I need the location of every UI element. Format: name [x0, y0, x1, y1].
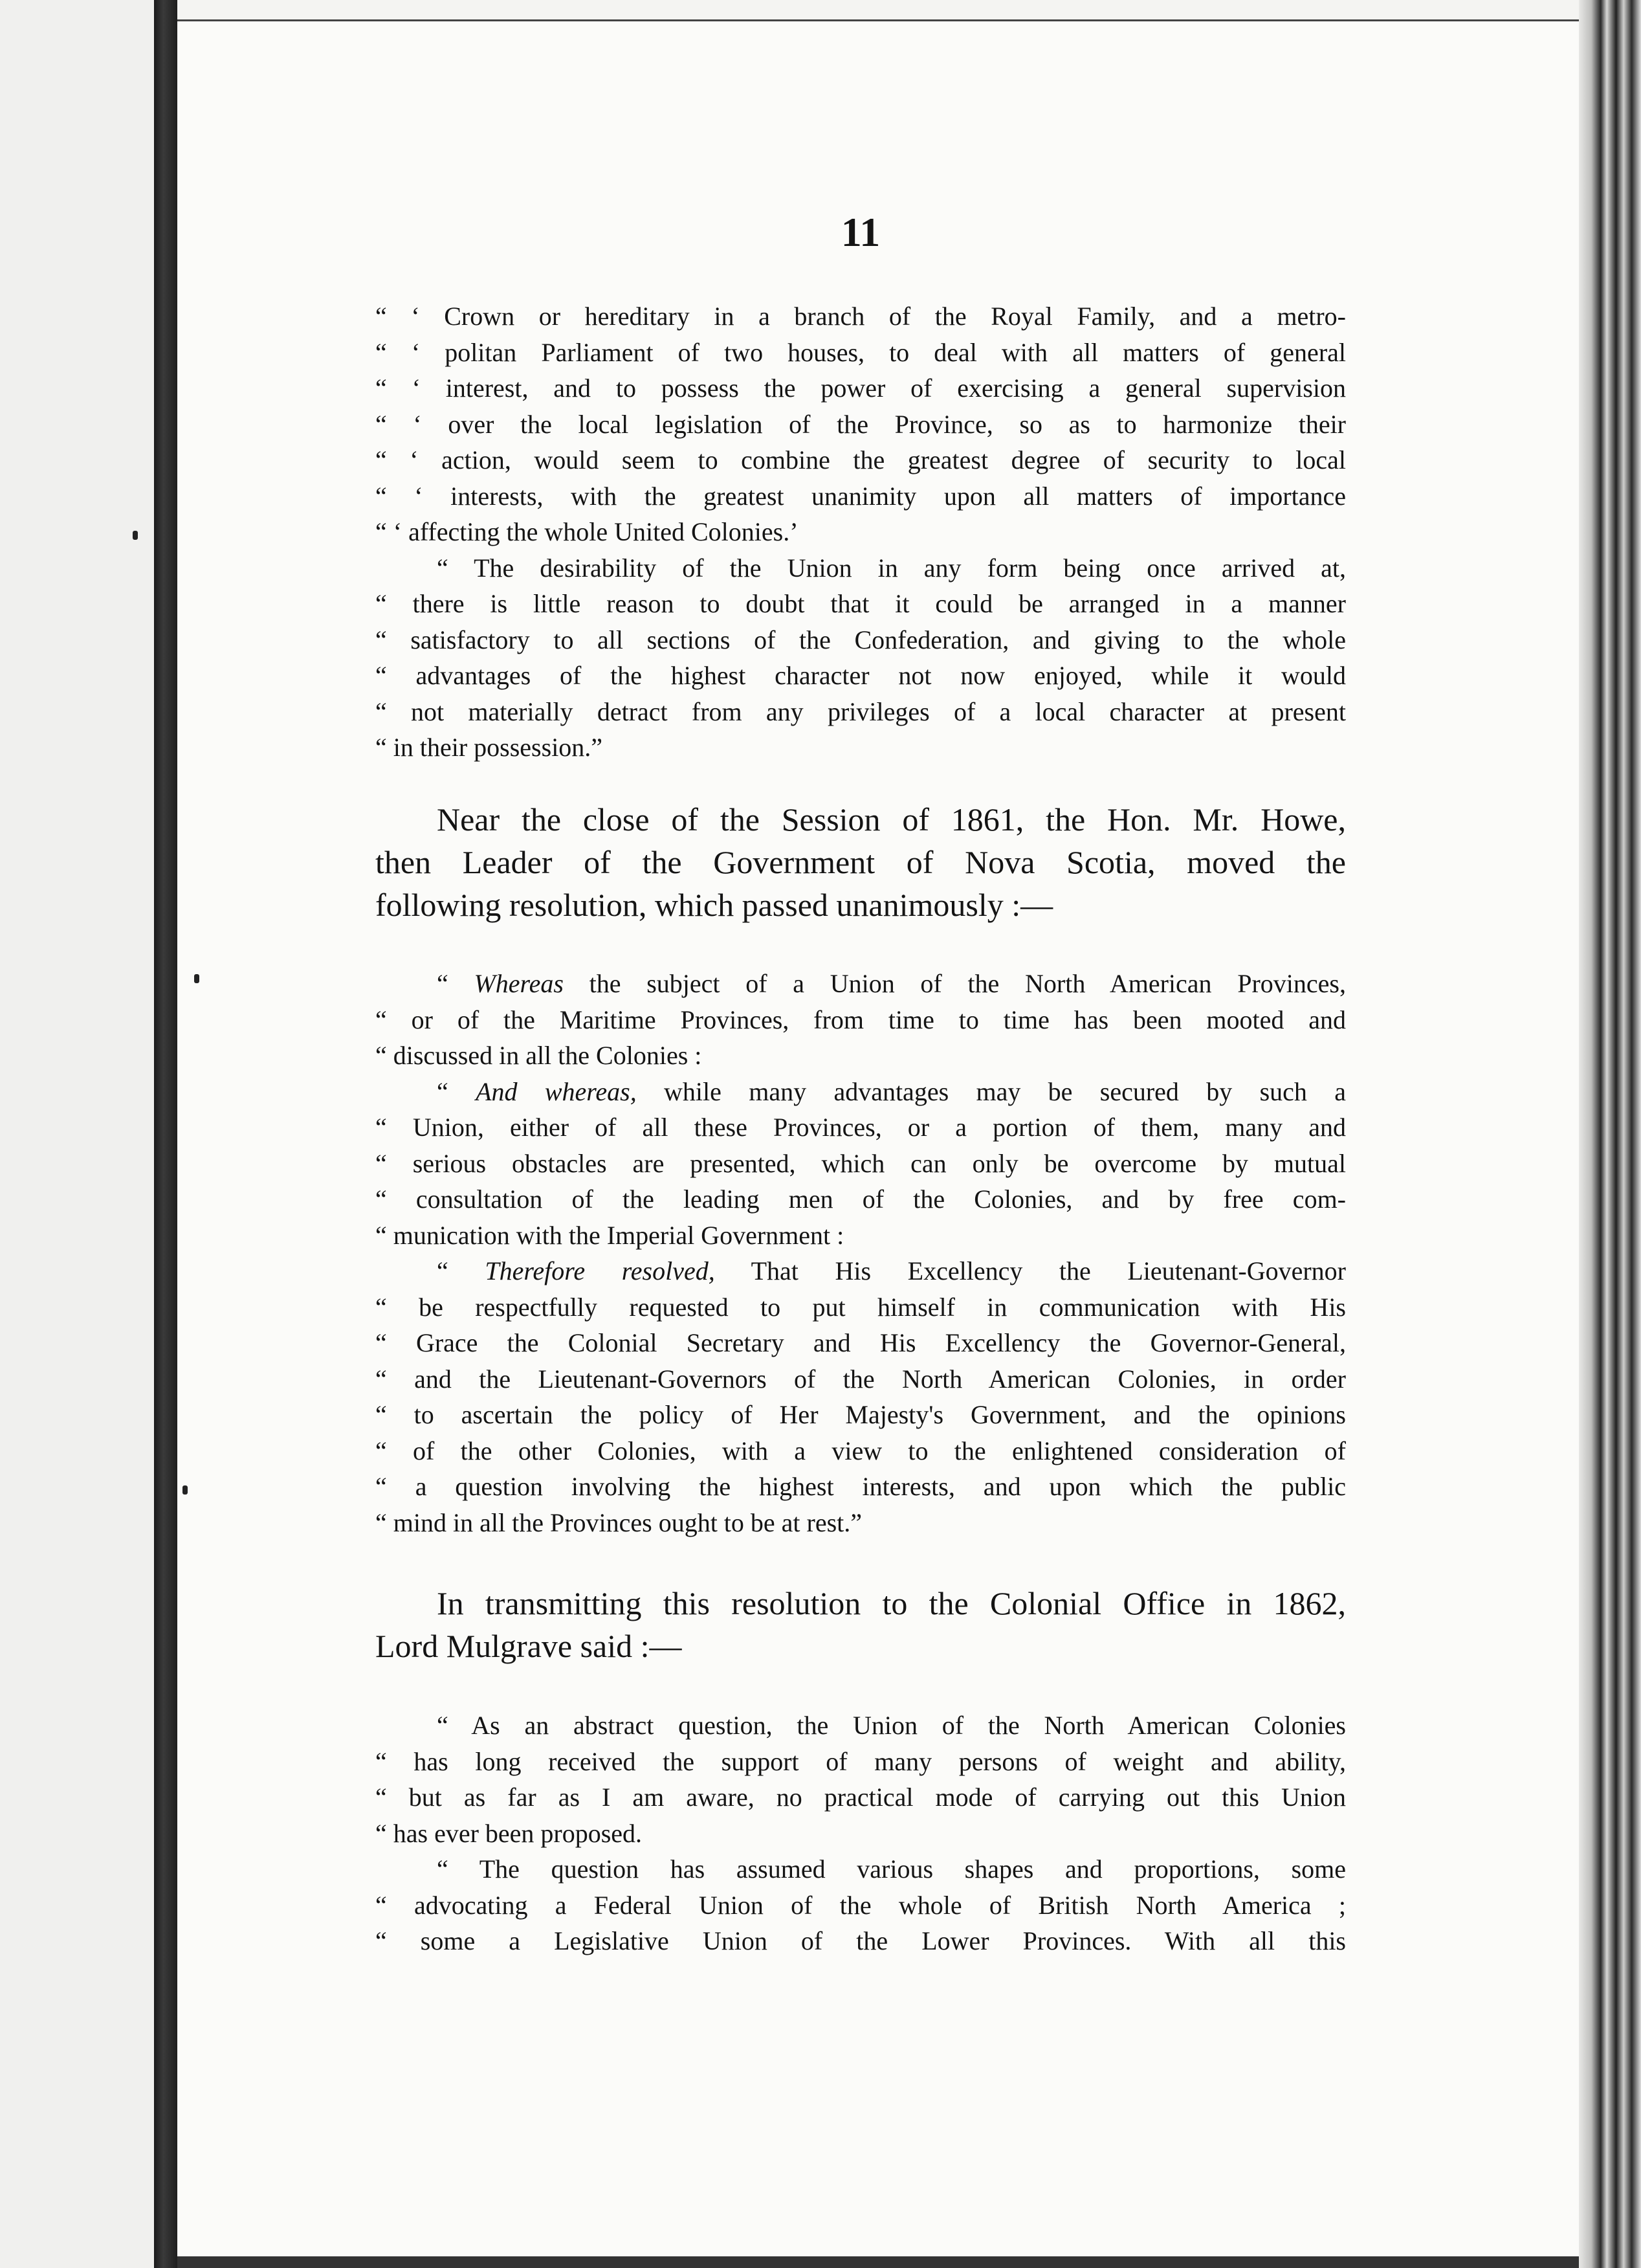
quote-line: “ of the other Colonies, with a view to the enlightened consideration of [375, 1436, 1346, 1465]
quote-line: “ Whereas the subject of a Union of the North American Provinces, [437, 969, 1346, 998]
page-number: 11 [841, 209, 881, 255]
quote-line: “ mind in all the Provinces ought to be at rest.” [375, 1507, 863, 1537]
quote-line: “ ‘ action, would seem to combine the greatest degree of security to local [375, 445, 1346, 474]
quote-line: “ and the Lieutenant-Governors of the North American Colonies, in order [375, 1364, 1346, 1394]
narrative-paragraph-1 [375, 798, 1346, 926]
quote-line: “ in their possession.” [375, 733, 603, 762]
page-edge-right [1579, 0, 1641, 2268]
quote-line: “ but as far as I am aware, no practical mode of carrying out this Union [375, 1783, 1346, 1812]
paragraph-line: then Leader of the Government of Nova Scotia, moved the [375, 844, 1346, 880]
quote-line: “ satisfactory to all sections of the Confederation, and giving to the whole [375, 625, 1346, 654]
quote-line: “ not materially detract from any privileges of a local character at present [375, 696, 1346, 726]
quote-line: “ a question involving the highest interests, and upon which the public [375, 1472, 1346, 1501]
margin-speck [182, 1485, 188, 1495]
quote-line: “ ‘ Crown or hereditary in a branch of the Royal Family, and a metro- [375, 302, 1346, 331]
paragraph-line: Near the close of the Session of 1861, the Hon. Mr. Howe, [437, 801, 1346, 838]
quote-line: “ discussed in all the Colonies : [375, 1041, 702, 1070]
quote-line: “ ‘ over the local legislation of the Province, so as to harmonize their [375, 409, 1346, 439]
quote-line: “ And whereas, while many advantages may be secured by such a [437, 1076, 1346, 1106]
paragraph-line: In transmitting this resolution to the Colonial Office in 1862, [437, 1585, 1346, 1621]
quote-line: “ munication with the Imperial Government : [375, 1220, 844, 1250]
facing-page-strip [0, 0, 154, 2268]
quote-line: “ Union, either of all these Provinces, or a portion of them, many and [375, 1113, 1346, 1142]
quote-line: “ As an abstract question, the Union of the North American Colonies [437, 1711, 1346, 1740]
quote-line: “ ‘ interests, with the greatest unanimity upon all matters of importance [375, 481, 1346, 511]
quote-line: “ serious obstacles are presented, which can only be overcome by mutual [375, 1148, 1346, 1178]
quote-line: “ ‘ interest, and to possess the power of exercising a general supervision [375, 373, 1346, 403]
quote-line: “ to ascertain the policy of Her Majesty's Government, and the opinions [375, 1400, 1346, 1429]
quote-block-1 [375, 298, 1346, 766]
quote-line: “ Therefore resolved, That His Excellency the Lieutenant-Governor [437, 1256, 1346, 1285]
quote-line: “ advantages of the highest character not now enjoyed, while it would [375, 661, 1346, 690]
narrative-paragraph-2 [375, 1582, 1346, 1667]
mulgrave-quote [375, 1707, 1346, 1959]
quote-line: “ ‘ politan Parliament of two houses, to deal with all matters of general [375, 337, 1346, 367]
quote-line: “ or of the Maritime Provinces, from time to time has been mooted and [375, 1005, 1346, 1034]
margin-speck [194, 974, 199, 983]
quote-line: “ there is little reason to doubt that it could be arranged in a manner [375, 589, 1346, 618]
quote-line: “ consultation of the leading men of the Colonies, and by free com- [375, 1184, 1346, 1214]
paragraph-line: Lord Mulgrave said :— [375, 1628, 682, 1664]
quote-line: “ ‘ affecting the whole United Colonies.’ [375, 517, 798, 546]
quote-line: “ Grace the Colonial Secretary and His Excellency the Governor-General, [375, 1328, 1346, 1357]
quote-line: “ some a Legislative Union of the Lower Provinces. With all this [375, 1926, 1346, 1955]
resolution-quote [375, 966, 1346, 1540]
quote-line: “ The desirability of the Union in any form being once arrived at, [437, 553, 1346, 583]
margin-speck [133, 531, 138, 540]
quote-line: “ be respectfully requested to put himself in communication with His [375, 1292, 1346, 1322]
quote-line: “ advocating a Federal Union of the whole of British North America ; [375, 1890, 1346, 1920]
quote-line: “ The question has assumed various shapes and proportions, some [437, 1854, 1346, 1884]
quote-line: “ has long received the support of many persons of weight and ability, [375, 1746, 1346, 1776]
paragraph-line: following resolution, which passed unanimously :— [375, 887, 1053, 923]
book-gutter [154, 0, 177, 2268]
quote-line: “ has ever been proposed. [375, 1818, 643, 1848]
page-edge-bottom [177, 2256, 1579, 2268]
